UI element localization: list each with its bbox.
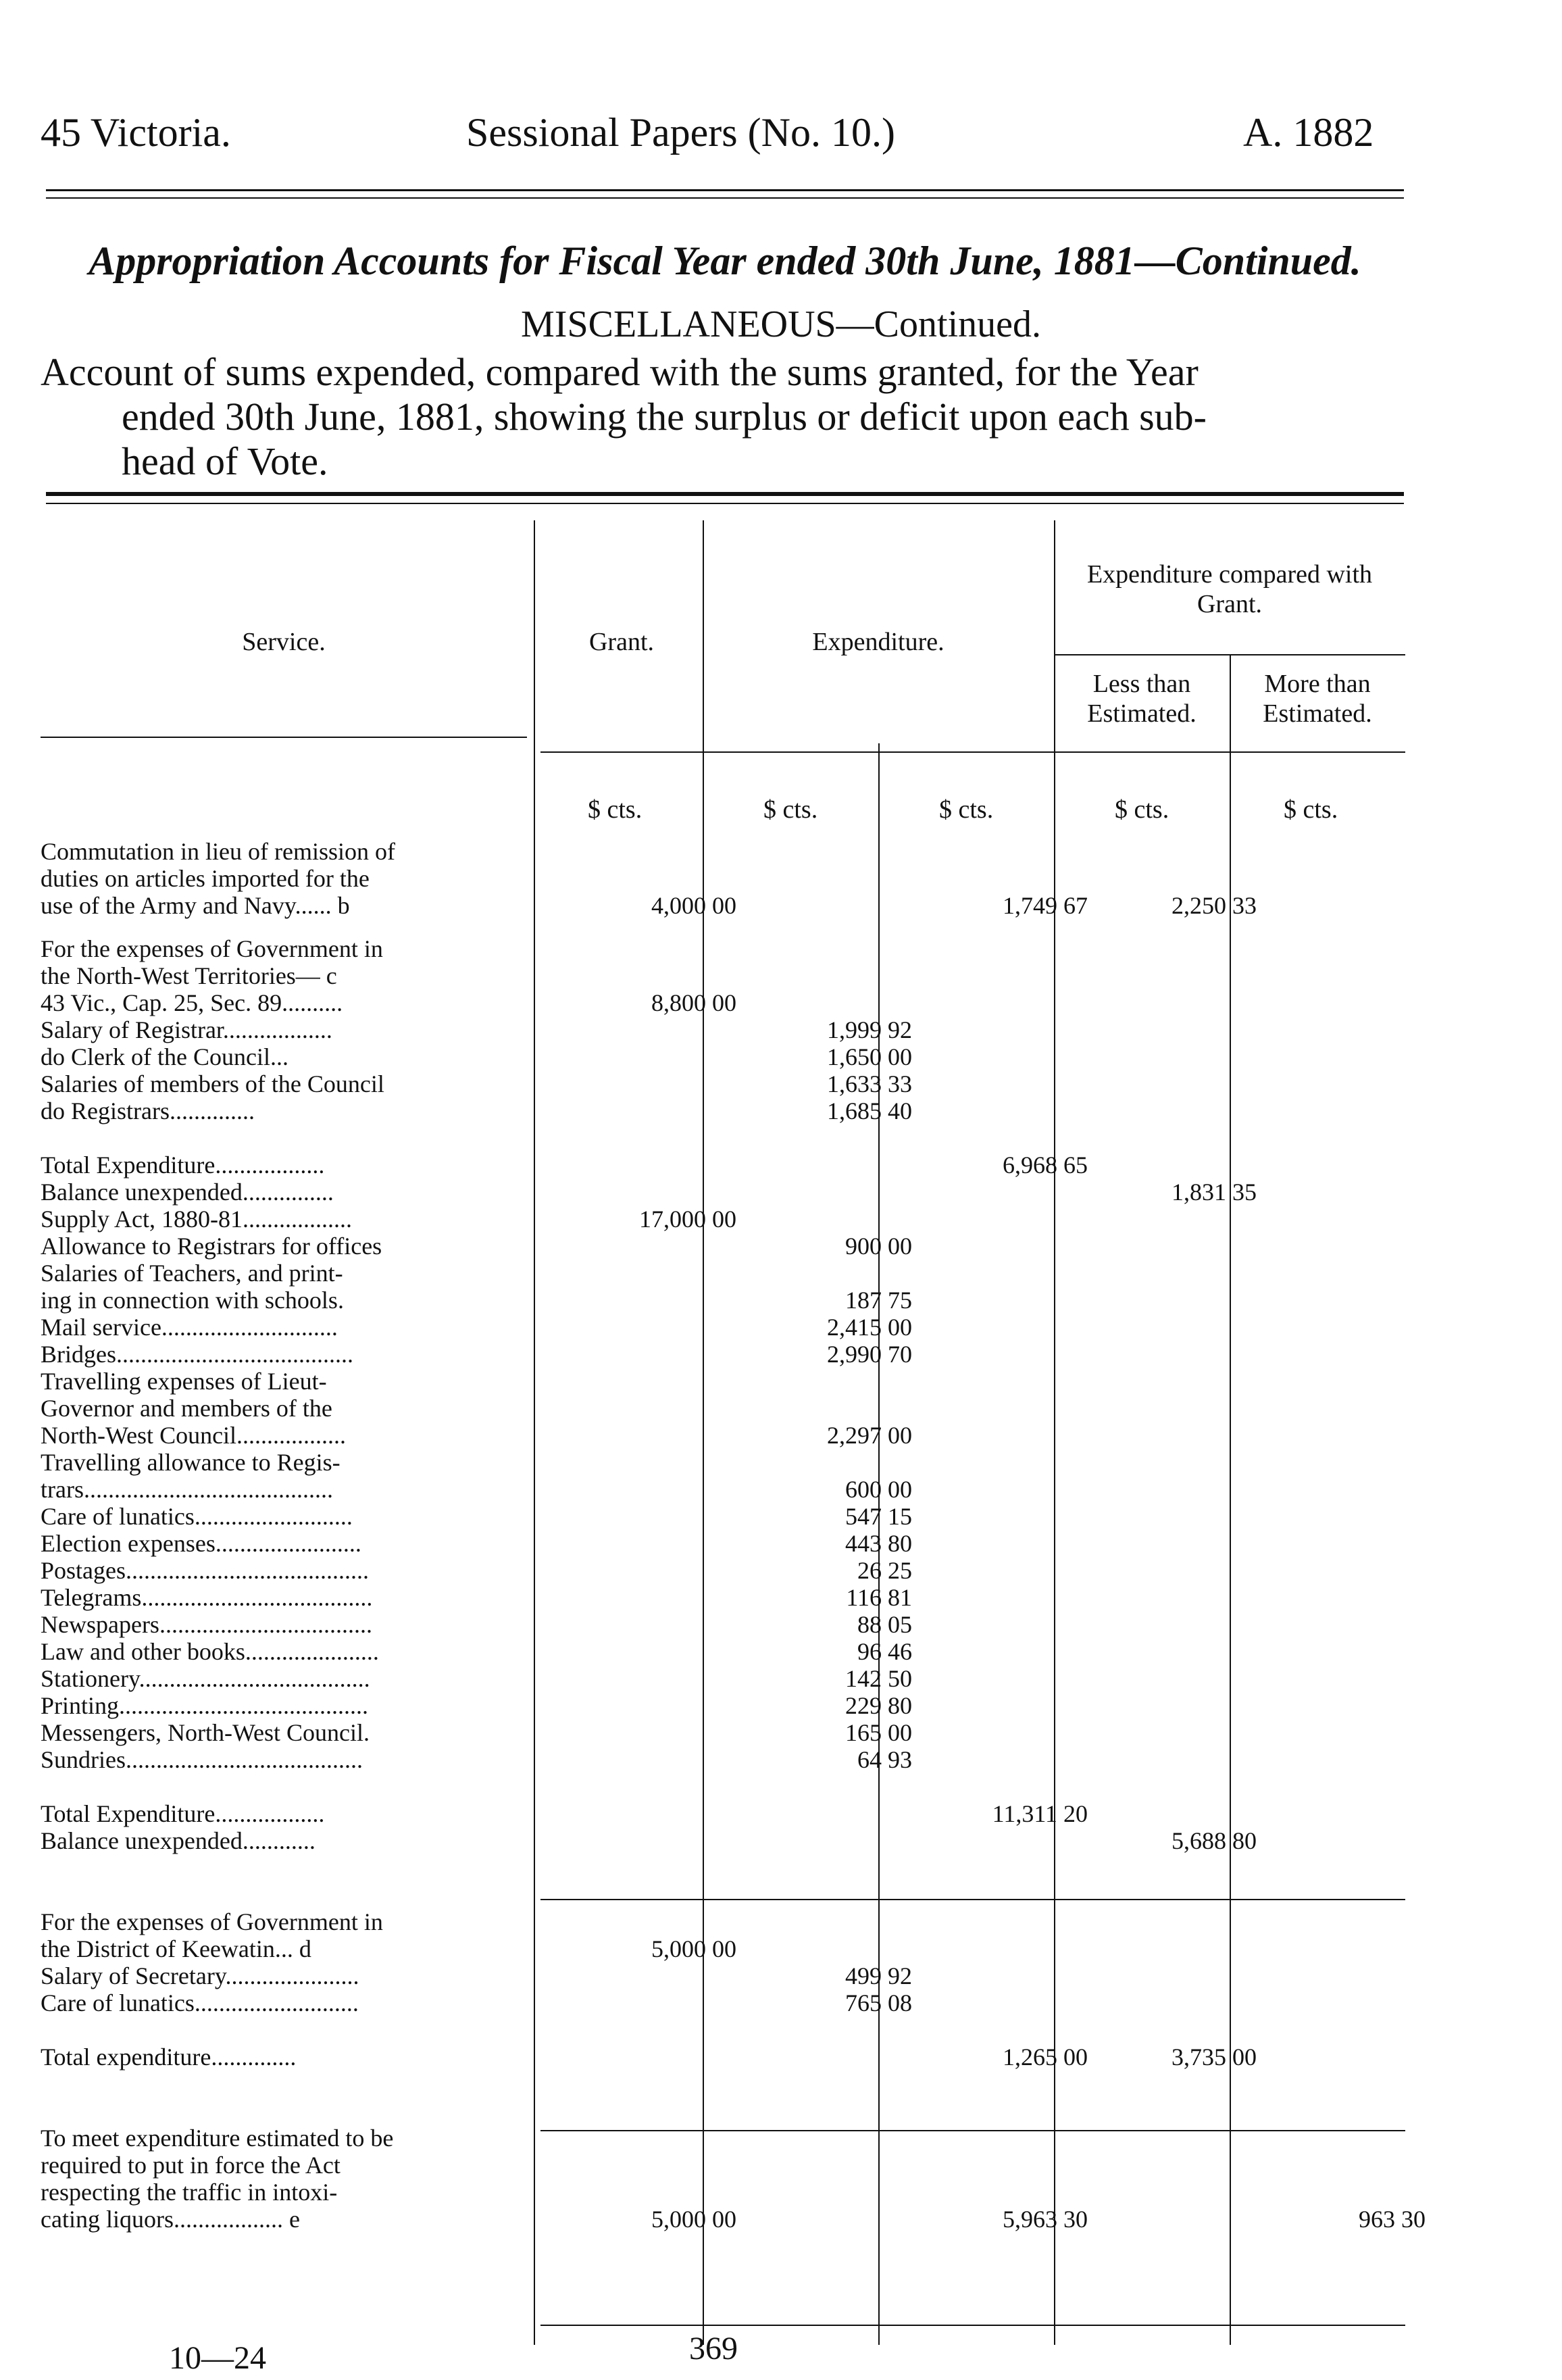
row-service: Newspapers...................................	[41, 1611, 372, 1638]
row-expenditure: 900 00	[845, 1233, 912, 1260]
table-row	[41, 1503, 1405, 1530]
row-subtotal: 5,963 30	[1003, 2206, 1088, 2233]
row-service: Mail service.............................	[41, 1314, 338, 1341]
table-row	[41, 1935, 1405, 1962]
row-service: the District of Keewatin... d	[41, 1935, 311, 1962]
row-service: ing in connection with schools.	[41, 1287, 344, 1314]
row-expenditure: 64 93	[857, 1746, 912, 1773]
table-row	[41, 1206, 1405, 1233]
table-row	[41, 1422, 1405, 1449]
row-expenditure: 1,633 33	[827, 1070, 912, 1097]
table-row	[41, 1773, 1405, 1800]
account-line-1: Account of sums expended, compared with the sums granted, for the Year	[41, 350, 1199, 394]
row-service: 43 Vic., Cap. 25, Sec. 89..........	[41, 989, 343, 1016]
row-expenditure: 547 15	[845, 1503, 912, 1530]
table-row	[41, 2206, 1426, 2233]
row-service: Bridges.......................................	[41, 1341, 353, 1368]
table-row	[41, 892, 1405, 919]
table-row	[41, 1097, 1405, 1124]
row-service: Balance unexpended............	[41, 1827, 316, 1854]
table-row	[41, 1665, 1405, 1692]
col-header-expenditure: Expenditure.	[812, 628, 944, 656]
page-number: 369	[689, 2331, 738, 2366]
page-title: Appropriation Accounts for Fiscal Year ended 30th June, 1881—Continued.	[89, 239, 1361, 283]
table-row	[41, 1908, 1405, 1935]
row-expenditure: 142 50	[845, 1665, 912, 1692]
section-divider-2	[540, 2130, 1405, 2131]
row-expenditure: 1,650 00	[827, 1043, 912, 1070]
table-top-rule-thin	[46, 503, 1404, 504]
row-subtotal: 11,311 20	[992, 1800, 1088, 1827]
col-header-service: Service.	[242, 628, 326, 656]
section-heading: MISCELLANEOUS—Continued.	[521, 303, 1041, 345]
unit-less: $ cts.	[1115, 795, 1169, 824]
row-service: Care of lunatics..........................	[41, 1503, 353, 1530]
row-service: For the expenses of Government in	[41, 1908, 383, 1935]
row-expenditure: 229 80	[845, 1692, 912, 1719]
row-service: Postages........................................	[41, 1557, 369, 1584]
table-row	[41, 865, 1405, 892]
section-divider-3	[540, 2325, 1405, 2326]
row-service: use of the Army and Navy...... b	[41, 892, 350, 919]
col-header-compared: Expenditure compared with Grant.	[1086, 560, 1373, 618]
row-service: Travelling allowance to Regis-	[41, 1449, 341, 1476]
footer-signature: 10—24	[169, 2340, 266, 2376]
row-service: trars.........................................	[41, 1476, 333, 1503]
table-row	[41, 1692, 1405, 1719]
table-row	[41, 1638, 1405, 1665]
unit-grant: $ cts.	[588, 795, 643, 824]
unit-subtotal: $ cts.	[939, 795, 994, 824]
row-expenditure: 1,685 40	[827, 1097, 912, 1124]
row-expenditure: 96 46	[857, 1638, 912, 1665]
header-rule-thin	[46, 197, 1404, 199]
col-header-grant: Grant.	[588, 628, 655, 656]
table-row	[41, 1449, 1405, 1476]
row-grant: 5,000 00	[651, 2206, 736, 2233]
row-service: the North-West Territories— c	[41, 962, 337, 989]
table-row	[41, 2016, 1405, 2043]
unit-expenditure: $ cts.	[763, 795, 818, 824]
table-row	[41, 1719, 1405, 1746]
row-grant: 5,000 00	[651, 1935, 736, 1962]
row-subtotal: 1,265 00	[1003, 2043, 1088, 2071]
table-row	[41, 2043, 1405, 2071]
header-session: 45 Victoria.	[41, 110, 231, 155]
unit-more: $ cts.	[1284, 795, 1338, 824]
row-expenditure: 88 05	[857, 1611, 912, 1638]
row-grant: 4,000 00	[651, 892, 736, 919]
header-divider-service	[41, 737, 527, 738]
row-less-than-estimated: 2,250 33	[1172, 892, 1257, 919]
row-expenditure: 600 00	[845, 1476, 912, 1503]
row-service: Printing.........................................	[41, 1692, 369, 1719]
table-row	[41, 1260, 1405, 1287]
table-row	[41, 1557, 1405, 1584]
row-service: North-West Council..................	[41, 1422, 347, 1449]
row-expenditure: 187 75	[845, 1287, 912, 1314]
table-row	[41, 1827, 1405, 1854]
row-service: Allowance to Registrars for offices	[41, 1233, 382, 1260]
row-expenditure: 765 08	[845, 1989, 912, 2016]
table-row	[41, 838, 1405, 865]
row-expenditure: 165 00	[845, 1719, 912, 1746]
table-row	[41, 1800, 1405, 1827]
row-subtotal: 1,749 67	[1003, 892, 1088, 919]
table-row	[41, 989, 1405, 1016]
row-service: Law and other books......................	[41, 1638, 379, 1665]
row-service: Supply Act, 1880-81..................	[41, 1206, 353, 1233]
row-service: Care of lunatics...........................	[41, 1989, 359, 2016]
row-service: Salary of Secretary......................	[41, 1962, 359, 1989]
row-less-than-estimated: 3,735 00	[1172, 2043, 1257, 2071]
table-row	[41, 1179, 1405, 1206]
row-service: Sundries.......................................	[41, 1746, 363, 1773]
col-header-less: Less than Estimated.	[1087, 670, 1196, 728]
row-grant: 17,000 00	[639, 1206, 736, 1233]
row-service: Salary of Registrar..................	[41, 1016, 332, 1043]
table-row	[41, 2152, 1405, 2179]
table-row	[41, 1124, 1405, 1151]
row-expenditure: 499 92	[845, 1962, 912, 1989]
header-rule	[46, 189, 1404, 191]
row-expenditure: 2,297 00	[827, 1422, 912, 1449]
row-subtotal: 6,968 65	[1003, 1151, 1088, 1179]
row-less-than-estimated: 5,688 80	[1172, 1827, 1257, 1854]
row-service: Messengers, North-West Council.	[41, 1719, 370, 1746]
row-service: Election expenses........................	[41, 1530, 361, 1557]
account-description	[41, 350, 1405, 484]
row-expenditure: 2,990 70	[827, 1341, 912, 1368]
table-row	[41, 1368, 1405, 1395]
table-row	[41, 1746, 1405, 1773]
header-sessional-papers: Sessional Papers (No. 10.)	[466, 110, 895, 155]
table-row	[41, 1341, 1405, 1368]
table-row	[41, 935, 1405, 962]
row-service: do Clerk of the Council...	[41, 1043, 288, 1070]
row-service: To meet expenditure estimated to be	[41, 2125, 394, 2152]
row-service: Total expenditure..............	[41, 2043, 297, 2071]
account-line-2: ended 30th June, 1881, showing the surplus or deficit upon each sub-	[122, 395, 1207, 439]
row-service: Travelling expenses of Lieut-	[41, 1368, 327, 1395]
table-row	[41, 1854, 1405, 1881]
row-service: Stationery......................................	[41, 1665, 370, 1692]
row-expenditure: 443 80	[845, 1530, 912, 1557]
account-line-3: head of Vote.	[122, 439, 328, 483]
table-row	[41, 1287, 1405, 1314]
table-row	[41, 1584, 1405, 1611]
row-service: respecting the traffic in intoxi-	[41, 2179, 338, 2206]
table-row	[41, 1395, 1405, 1422]
section-divider-1	[540, 1899, 1405, 1900]
header-divider-main	[540, 751, 1405, 753]
row-service: Telegrams......................................	[41, 1584, 373, 1611]
col-header-more: More than Estimated.	[1263, 670, 1372, 728]
table-row	[41, 2179, 1405, 2206]
table-row	[41, 2125, 1405, 2152]
row-service: Commutation in lieu of remission of	[41, 838, 395, 865]
table-row	[41, 1151, 1405, 1179]
table-row	[41, 1530, 1405, 1557]
table-row	[41, 2071, 1405, 2098]
row-service: Salaries of members of the Council	[41, 1070, 384, 1097]
row-expenditure: 116 81	[846, 1584, 912, 1611]
table-row	[41, 1476, 1405, 1503]
row-service: duties on articles imported for the	[41, 865, 370, 892]
header-year: A. 1882	[1243, 110, 1374, 155]
row-service: Total Expenditure..................	[41, 1800, 325, 1827]
row-less-than-estimated: 1,831 35	[1172, 1179, 1257, 1206]
row-service: do Registrars..............	[41, 1097, 255, 1124]
row-service: Salaries of Teachers, and print-	[41, 1260, 343, 1287]
row-service: Total Expenditure..................	[41, 1151, 325, 1179]
table-row	[41, 1314, 1405, 1341]
row-grant: 8,800 00	[651, 989, 736, 1016]
table-row	[41, 1070, 1405, 1097]
row-expenditure: 2,415 00	[827, 1314, 912, 1341]
row-service: For the expenses of Government in	[41, 935, 383, 962]
table-row	[41, 962, 1405, 989]
table-row	[41, 1962, 1405, 1989]
row-service: Balance unexpended...............	[41, 1179, 334, 1206]
row-expenditure: 26 25	[857, 1557, 912, 1584]
table-row	[41, 1611, 1405, 1638]
table-row	[41, 1043, 1405, 1070]
row-service: cating liquors.................. e	[41, 2206, 300, 2233]
table-top-rule	[46, 492, 1404, 496]
table-row	[41, 1989, 1405, 2016]
table-row	[41, 1233, 1405, 1260]
table-row	[41, 1016, 1405, 1043]
row-expenditure: 1,999 92	[827, 1016, 912, 1043]
row-more-than-estimated: 963 30	[1359, 2206, 1426, 2233]
row-service: Governor and members of the	[41, 1395, 332, 1422]
row-service: required to put in force the Act	[41, 2152, 341, 2179]
